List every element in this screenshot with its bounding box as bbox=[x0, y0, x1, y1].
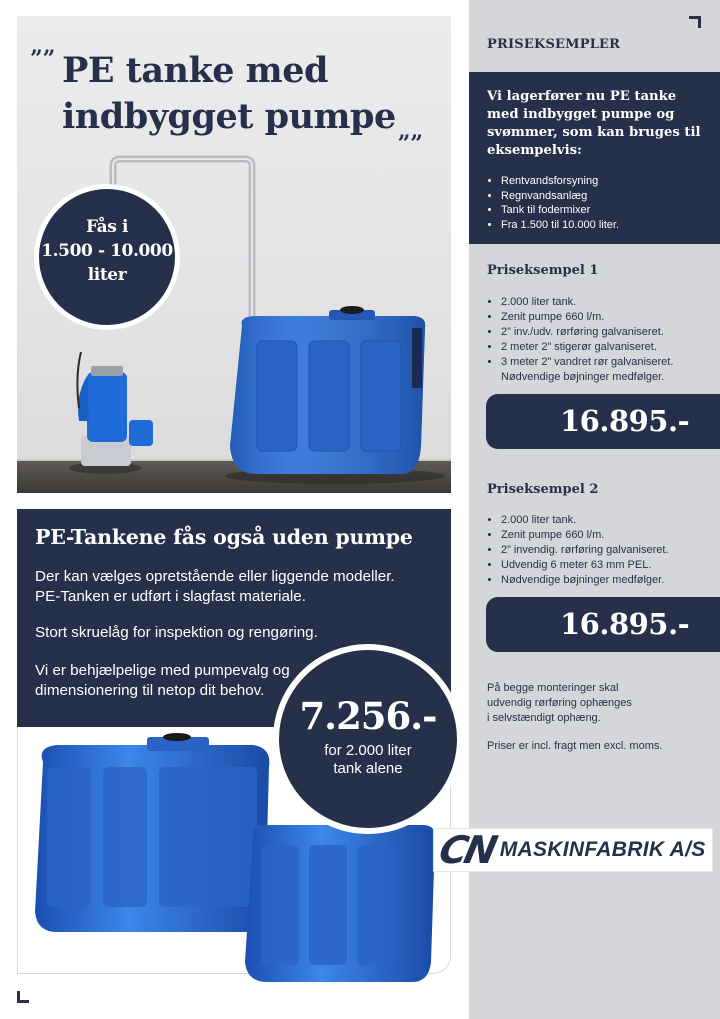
list-item: • 3 meter 2” vandret rør galvaniseret. Nødvendige bøjninger medfølger. bbox=[501, 355, 712, 385]
title-line: PE tanke med bbox=[62, 50, 328, 91]
paragraph-line: dimensionering til netop dit behov. bbox=[35, 682, 265, 699]
list-item: • 2” inv./udv. rørføring galvaniseret. bbox=[501, 325, 712, 340]
list-item: • Zenit pumpe 660 l/m. bbox=[501, 528, 712, 543]
paragraph-line: Vi er behjælpelige med pumpevalg og bbox=[35, 662, 290, 679]
uses-list bbox=[487, 174, 708, 232]
company-logo bbox=[433, 828, 713, 872]
size-badge bbox=[34, 184, 180, 330]
list-item: • Zenit pumpe 660 l/m. bbox=[501, 310, 712, 325]
example1-list bbox=[487, 295, 712, 385]
example1-title: Priseksempel 1 bbox=[487, 263, 599, 278]
title-line: indbygget pumpe bbox=[62, 96, 396, 137]
list-item: • 2.000 liter tank. bbox=[501, 513, 712, 528]
offer-price: 7.256.- bbox=[299, 694, 437, 738]
intro-text: Vi lagerfører nu PE tanke med indbygget pumpe og svømmer, som kan bruges til eksempelvis: bbox=[487, 89, 701, 158]
list-item: • Nødvendige bøjninger medfølger. bbox=[501, 573, 712, 588]
note-line: i selvstændigt ophæng. bbox=[487, 712, 601, 724]
badge-line: liter bbox=[87, 265, 127, 285]
corner-mark-icon bbox=[17, 991, 29, 1003]
intro-box bbox=[469, 72, 720, 244]
offer-subtitle bbox=[279, 742, 457, 778]
corner-mark-icon bbox=[689, 16, 701, 28]
example2-price: 16.895.- bbox=[486, 597, 720, 652]
example2-list bbox=[487, 513, 712, 588]
logo-mark: CN bbox=[435, 828, 499, 872]
price-note: Priser er incl. fragt men excl. moms. bbox=[487, 740, 663, 752]
note-line: udvendig rørføring ophænges bbox=[487, 697, 632, 709]
list-item: • Regnvandsanlæg bbox=[501, 189, 708, 204]
quote-close-icon: „„ bbox=[398, 118, 424, 144]
offer-badge bbox=[273, 644, 463, 834]
example1-price: 16.895.- bbox=[486, 394, 720, 449]
logo-text: MASKINFABRIK A/S bbox=[499, 838, 706, 861]
info-paragraph bbox=[35, 567, 395, 607]
offer-line: tank alene bbox=[333, 760, 403, 777]
list-item: • Fra 1.500 til 10.000 liter. bbox=[501, 218, 708, 233]
list-item: • 2.000 liter tank. bbox=[501, 295, 712, 310]
quote-open-icon: ”” bbox=[30, 46, 56, 72]
info-paragraph: Stort skruelåg for inspektion og rengøring. bbox=[35, 624, 318, 641]
info-paragraph bbox=[35, 661, 290, 701]
paragraph-line: Der kan vælges opretstående eller liggende modeller. bbox=[35, 568, 395, 585]
example2-title: Priseksempel 2 bbox=[487, 482, 599, 497]
page-title bbox=[62, 48, 396, 140]
offer-line: for 2.000 liter bbox=[324, 742, 412, 759]
badge-line: 1.500 - 10.000 bbox=[41, 241, 173, 261]
list-item: • Rentvandsforsyning bbox=[501, 174, 708, 189]
paragraph-line: PE-Tanken er udført i slagfast materiale. bbox=[35, 588, 306, 605]
list-item: • Tank til fodermixer bbox=[501, 203, 708, 218]
note-line: På begge monteringer skal bbox=[487, 682, 619, 694]
badge-line: Fås i bbox=[85, 217, 129, 237]
mounting-note bbox=[487, 681, 632, 726]
sidebar-heading: PRISEKSEMPLER bbox=[487, 37, 621, 52]
list-item: • Udvendig 6 meter 63 mm PEL. bbox=[501, 558, 712, 573]
list-item: • 2” invendig. rørføring galvaniseret. bbox=[501, 543, 712, 558]
list-item: • 2 meter 2” stigerør galvaniseret. bbox=[501, 340, 712, 355]
info-title: PE-Tankene fås også uden pumpe bbox=[35, 525, 413, 549]
